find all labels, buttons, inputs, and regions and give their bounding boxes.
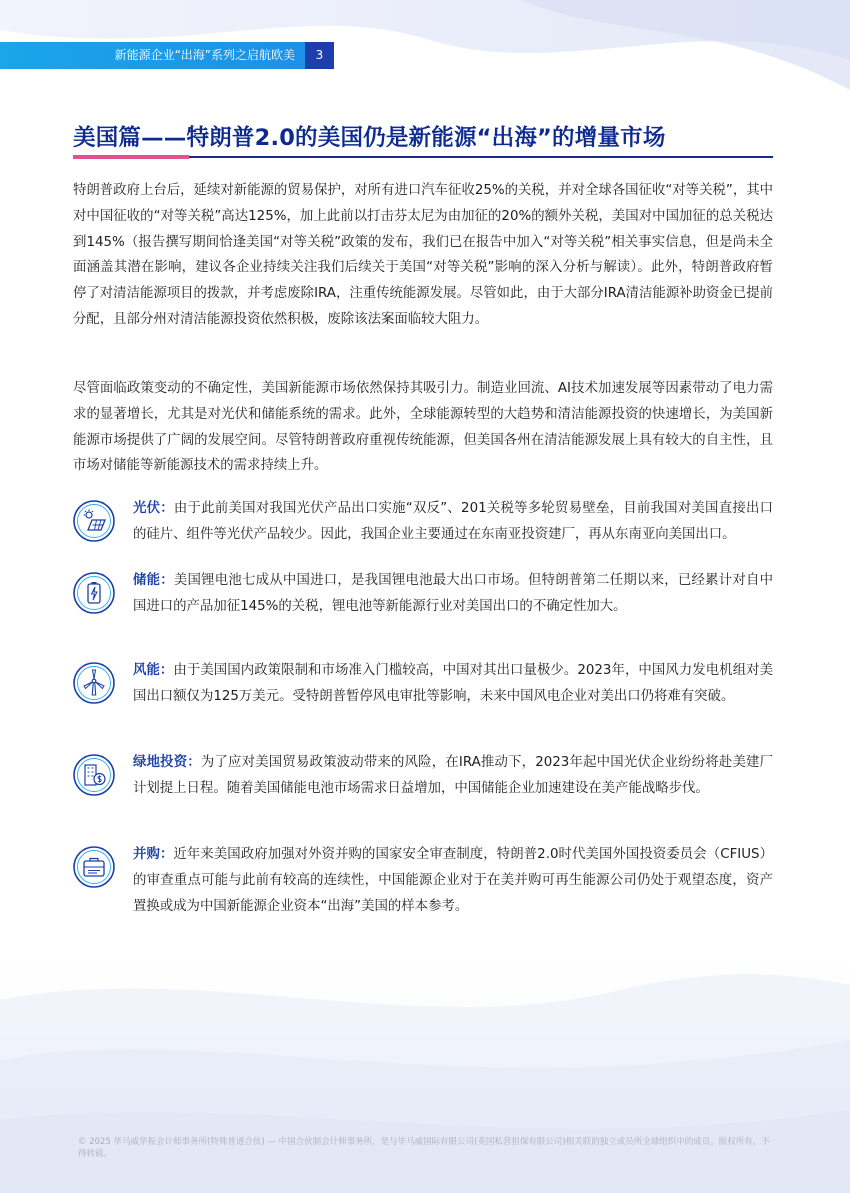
item-label: 绿地投资： [133,755,201,770]
item-text: 近年来美国政府加强对外资并购的国家安全审查制度，特朗普2.0时代美国外国投资委员会（CFIUS）的审查重点可能与此前有较高的连续性，中国能源企业对于在美并购可再生能源公司仍处于观望态度，资产置换或成为中国新能源企业资本“出海”美国的样本参考。 [133,847,773,914]
wind-turbine-icon [73,662,115,704]
section-title: 美国篇——特朗普2.0的美国仍是新能源“出海”的增量市场 [73,125,666,151]
item-text: 美国锂电池七成从中国进口，是我国锂电池最大出口市场。但特朗普第二任期以来，已经累计对自中国进口的产品加征145%的关税，锂电池等新能源行业对美国出口的不确定性加大。 [133,573,774,614]
title-underline-accent [73,155,189,159]
briefcase-icon [73,846,115,888]
page-number: 3 [305,42,334,69]
item-label: 光伏： [133,501,174,516]
solar-panel-icon [73,500,115,542]
investment-building-icon [73,754,115,796]
copyright-footer: © 2025 毕马威华振会计师事务所(特殊普通合伙) — 中国合伙制会计师事务所，是与毕马威国际有限公司(英国私营担保有限公司)相关联的独立成员所全球组织中的成员。版权所有，不得转载。 [78,1137,770,1159]
item-label: 风能： [133,663,174,678]
series-title: 新能源企业“出海”系列之启航欧美 [0,42,305,69]
paragraph-2: 尽管面临政策变动的不确定性，美国新能源市场依然保持其吸引力。制造业回流、AI技术加速发展等因素带动了电力需求的显著增长，尤其是对光伏和储能系统的需求。此外，全球能源转型的大趋势和清洁能源投资的快速增长，为美国新能源市场提供了广阔的发展空间。尽管特朗普政府重视传统能源，但美国各州在清洁能源发展上具有较大的自主性，且市场对储能等新能源技术的需求持续上升。 [73,381,773,474]
item-label: 储能： [133,573,174,588]
header-band [0,42,334,69]
battery-icon [73,572,115,614]
item-text: 由于美国国内政策限制和市场准入门槛较高，中国对其出口量极少。2023年，中国风力发电机组对美国出口额仅为125万美元。受特朗普暂停风电审批等影响，未来中国风电企业对美出口仍将难有突破。 [133,663,774,704]
item-text: 由于此前美国对我国光伏产品出口实施“双反”、201关税等多轮贸易壁垒，目前我国对美国直接出口的硅片、组件等光伏产品较少。因此，我国企业主要通过在东南亚投资建厂，再从东南亚向美国出口。 [133,501,774,542]
item-text: 为了应对美国贸易政策波动带来的风险，在IRA推动下，2023年起中国光伏企业纷纷将赴美建厂计划提上日程。随着美国储能电池市场需求日益增加，中国储能企业加速建设在美产能战略步伐。 [133,755,773,796]
paragraph-1: 特朗普政府上台后，延续对新能源的贸易保护，对所有进口汽车征收25%的关税，并对全球各国征收“对等关税”，其中对中国征收的“对等关税”高达125%，加上此前以打击芬太尼为由加征的20%的额外关税，美国对中国加征的总关税达到145%（报告撰写期间恰逢美国“对等关税”政策的发布，我们已在报告中加入“对等关税”相关事实信息，但是尚未全面涵盖其潜在影响，建议各企业持续关注我们后续关于美国“对等关税”影响的深入分析与解读）。此外，特朗普政府暂停了对清洁能源项目的拨款，并考虑废除IRA，注重传统能源发展。尽管如此，由于大部分IRA清洁能源补助资金已提前分配，且部分州对清洁能源投资依然积极，废除该法案面临较大阻力。 [73,183,773,327]
item-label: 并购： [133,847,174,862]
